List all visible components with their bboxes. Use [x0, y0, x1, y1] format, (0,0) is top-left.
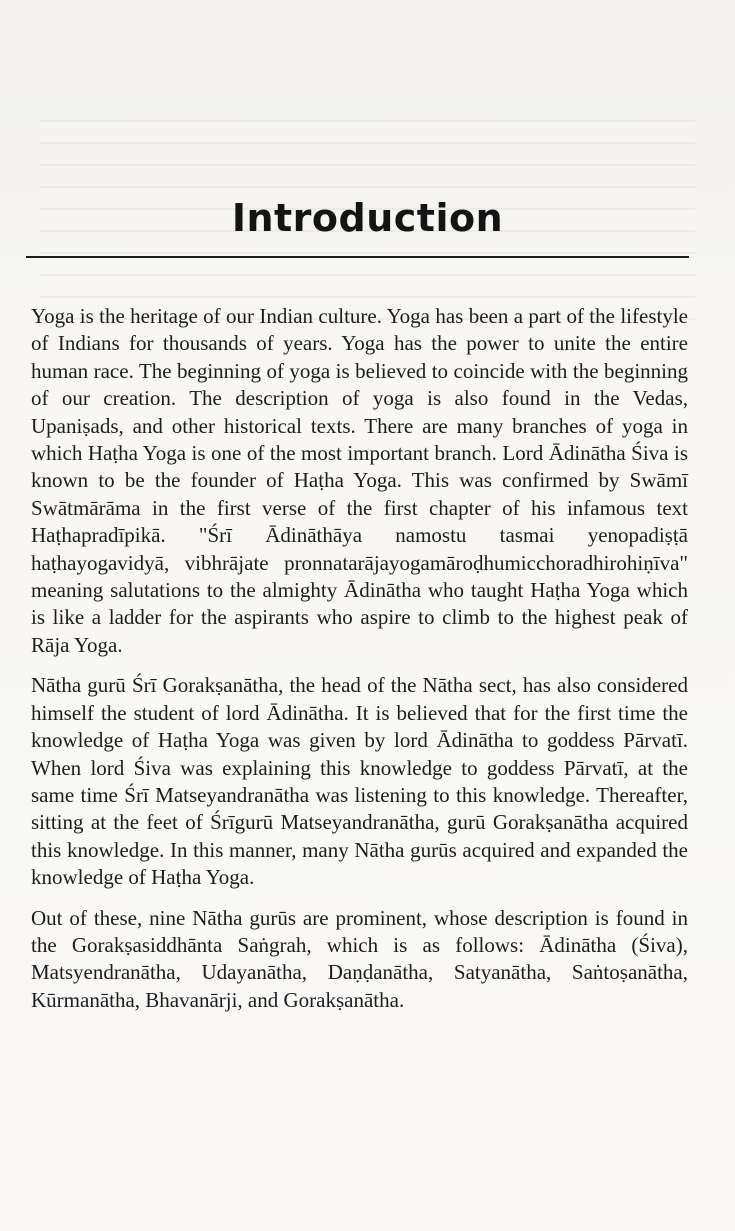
chapter-title: Introduction	[231, 196, 504, 240]
paragraph-1: Yoga is the heritage of our Indian culture. Yoga has been a part of the lifestyle of Indians for thousands of years. Yoga has the power to unite the entire human race. The beginning of yoga is believed to coincide with the beginning of our creation. The description of yoga is also found in the Vedas, Upaniṣads, and other historical texts. There are many branches of yoga in which Haṭha Yoga is one of the most important branch. Lord Ādinātha Śiva is known to be the founder of Haṭha Yoga. This was confirmed by Swāmī Swātmārāma in the first verse of the first chapter of his infamous text Haṭhapradīpikā. "Śrī Ādināthāya namostu tasmai yenopadiṣṭā haṭhayogavidyā, vibhrājate pronnatarājayogamāroḍhumicchoradhirohiṇīva" meaning salutations to the almighty Ādinātha who taught Haṭha Yoga which is like a ladder for the aspirants who aspire to climb to the highest peak of Rāja Yoga.	[31, 304, 688, 657]
chapter-body	[31, 303, 688, 1027]
paragraph-2: Nātha gurū Śrī Gorakṣanātha, the head of the Nātha sect, has also considered himself the student of lord Ādinātha. It is believed that for the first time the knowledge of Haṭha Yoga was given by lord Ādinātha to goddess Pārvatī. When lord Śiva was explaining this knowledge to goddess Pārvatī, at the same time Śrī Matseyandranātha was listening to this knowledge. Thereafter, sitting at the feet of Śrīgurū Matseyandranātha, gurū Gorakṣanātha acquired this knowledge. In this manner, many Nātha gurūs acquired and expanded the knowledge of Haṭha Yoga.	[31, 673, 688, 890]
title-rule	[26, 256, 689, 258]
paragraph-3: Out of these, nine Nātha gurūs are prominent, whose description is found in the Gorakṣasiddhānta Saṅgrah, which is as follows: Ādinātha (Śiva), Matsyendranātha, Udayanātha, Daṇḍanātha, Satyanātha, Saṅtoṣanātha, Kūrmanātha, Bhavanārji, and Gorakṣanātha.	[31, 905, 688, 1012]
